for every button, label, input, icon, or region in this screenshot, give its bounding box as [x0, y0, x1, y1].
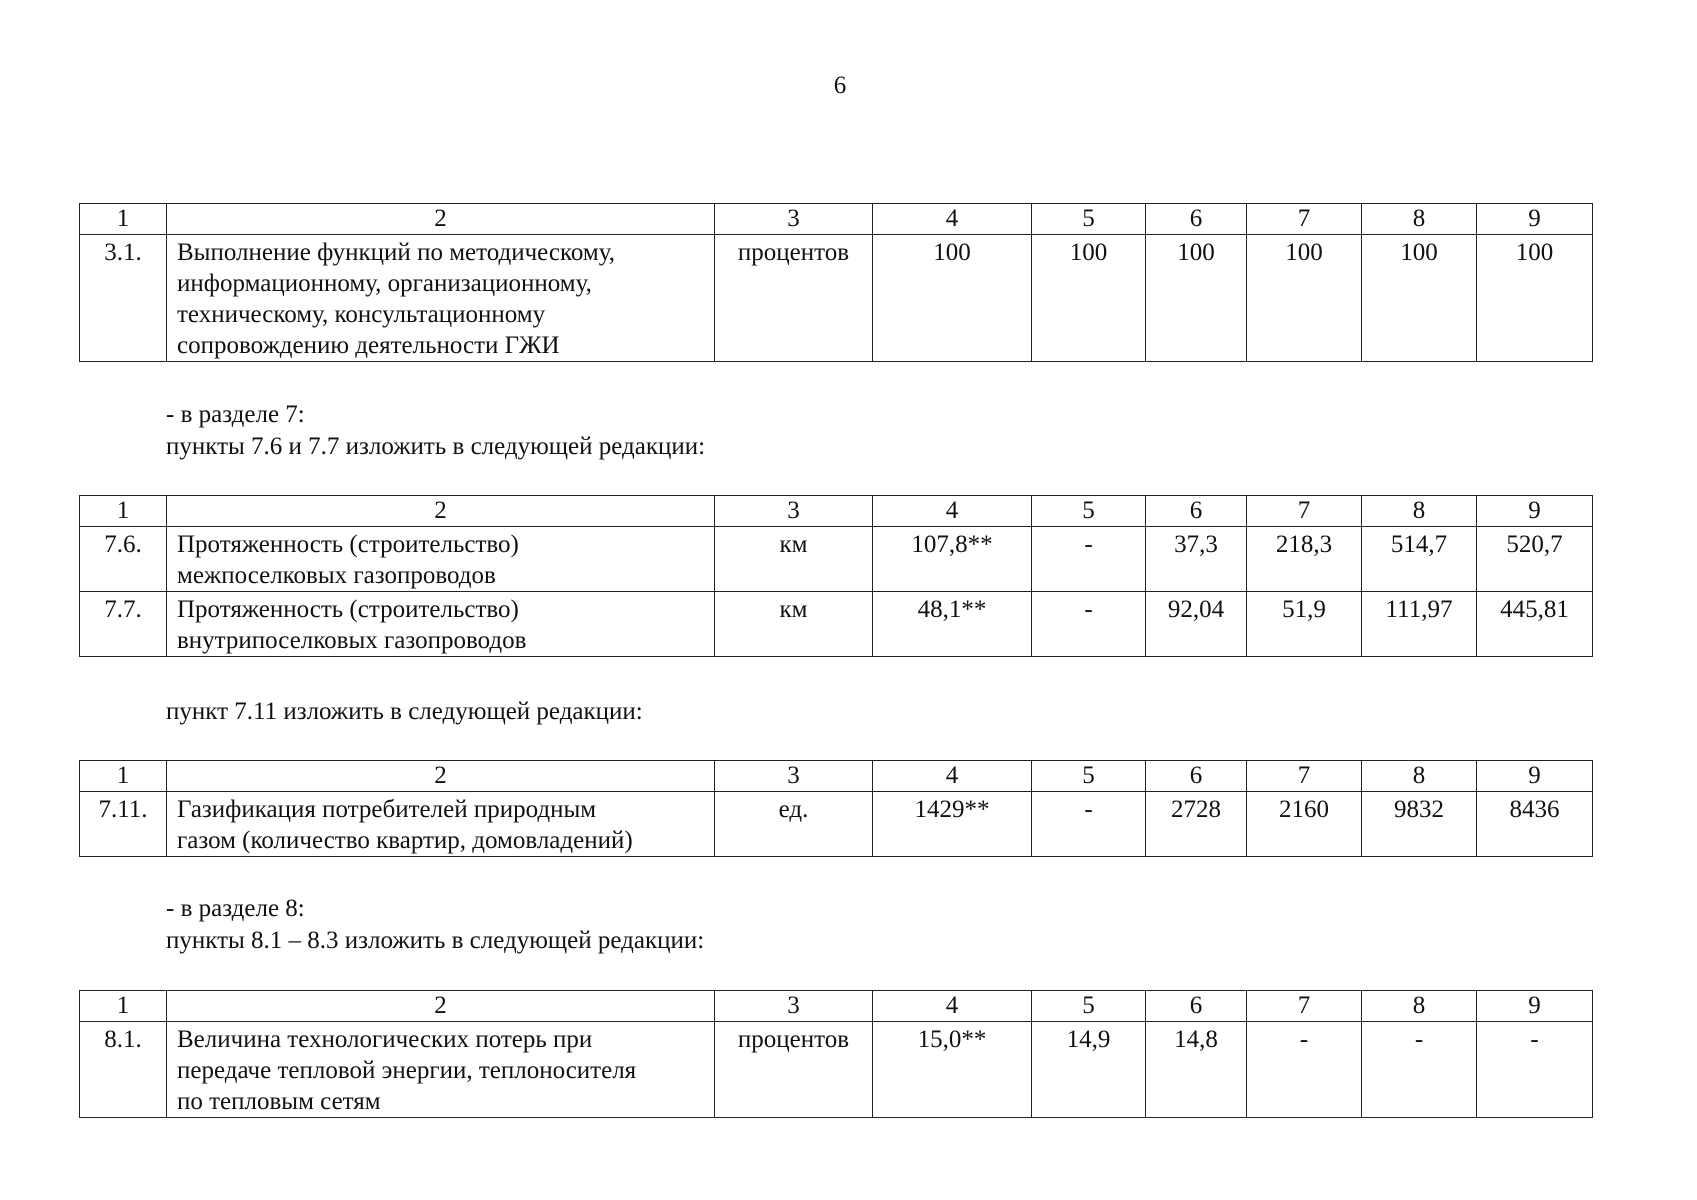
unit-cell: ед. — [715, 792, 873, 857]
description-line: сопровождению деятельности ГЖИ — [177, 332, 560, 359]
header-cell: 6 — [1146, 496, 1247, 527]
header-cell: 2 — [167, 204, 715, 235]
value-cell: - — [1247, 1022, 1362, 1118]
value-cell: 14,8 — [1146, 1022, 1247, 1118]
value-cell: - — [1032, 792, 1146, 857]
value-cell: 445,81 — [1477, 592, 1593, 657]
value-cell: - — [1032, 527, 1146, 592]
description-line: газом (количество квартир, домовладений) — [177, 827, 633, 854]
header-cell: 3 — [715, 204, 873, 235]
table-header-row — [80, 991, 1593, 1022]
value-cell: 100 — [1362, 235, 1477, 362]
header-cell: 9 — [1477, 496, 1593, 527]
header-cell: 6 — [1146, 204, 1247, 235]
item-number: 7.7. — [80, 592, 167, 657]
item-number: 8.1. — [80, 1022, 167, 1118]
header-cell: 8 — [1362, 204, 1477, 235]
header-cell: 8 — [1362, 991, 1477, 1022]
value-cell: 100 — [1247, 235, 1362, 362]
table-row — [80, 527, 1593, 592]
header-cell: 5 — [1032, 496, 1146, 527]
header-cell: 6 — [1146, 761, 1247, 792]
description-line: внутрипоселковых газопроводов — [177, 627, 527, 654]
indicators-table-section-7 — [79, 495, 1593, 657]
description-line: Выполнение функций по методическому, — [177, 239, 615, 266]
value-cell: 100 — [873, 235, 1032, 362]
description-line: техническому, консультационному — [177, 301, 546, 328]
header-cell: 3 — [715, 496, 873, 527]
unit-cell: км — [715, 527, 873, 592]
header-cell: 7 — [1247, 496, 1362, 527]
header-cell: 4 — [873, 761, 1032, 792]
description-line: Протяженность (строительство) — [177, 596, 519, 623]
description-line: Величина технологических потерь при — [177, 1026, 593, 1053]
item-7-11-intro: пункт 7.11 изложить в следующей редакции: — [166, 698, 643, 725]
value-cell: 107,8** — [873, 527, 1032, 592]
value-cell: 2160 — [1247, 792, 1362, 857]
section-8-items-text: пункты 8.1 – 8.3 изложить в следующей редакции: — [166, 927, 705, 954]
value-cell: 2728 — [1146, 792, 1247, 857]
header-cell: 3 — [715, 991, 873, 1022]
value-cell: - — [1032, 592, 1146, 657]
table-header-row — [80, 496, 1593, 527]
description-line: межпоселковых газопроводов — [177, 562, 496, 589]
value-cell: 218,3 — [1247, 527, 1362, 592]
value-cell: 48,1** — [873, 592, 1032, 657]
section-8-intro: - в разделе 8: — [166, 895, 305, 922]
header-cell: 9 — [1477, 761, 1593, 792]
header-cell: 1 — [80, 204, 167, 235]
table-row — [80, 1022, 1593, 1118]
value-cell: 111,97 — [1362, 592, 1477, 657]
section-7-items-text: пункты 7.6 и 7.7 изложить в следующей редакции: — [166, 433, 706, 460]
indicators-table-section-3 — [79, 203, 1593, 362]
unit-cell: процентов — [715, 1022, 873, 1118]
header-cell: 5 — [1032, 761, 1146, 792]
value-cell: 14,9 — [1032, 1022, 1146, 1118]
indicators-table-item-7-11 — [79, 760, 1593, 857]
item-description — [167, 592, 715, 657]
header-cell: 5 — [1032, 204, 1146, 235]
value-cell: 520,7 — [1477, 527, 1593, 592]
item-description — [167, 792, 715, 857]
unit-cell: процентов — [715, 235, 873, 362]
value-cell: 1429** — [873, 792, 1032, 857]
header-cell: 4 — [873, 496, 1032, 527]
value-cell: 92,04 — [1146, 592, 1247, 657]
value-cell: 15,0** — [873, 1022, 1032, 1118]
unit-cell: км — [715, 592, 873, 657]
header-cell: 8 — [1362, 761, 1477, 792]
value-cell: 100 — [1477, 235, 1593, 362]
value-cell: 9832 — [1362, 792, 1477, 857]
item-number: 3.1. — [80, 235, 167, 362]
header-cell: 5 — [1032, 991, 1146, 1022]
value-cell: 514,7 — [1362, 527, 1477, 592]
table-row — [80, 592, 1593, 657]
value-cell: - — [1362, 1022, 1477, 1118]
header-cell: 1 — [80, 761, 167, 792]
header-cell: 6 — [1146, 991, 1247, 1022]
description-line: передаче тепловой энергии, теплоносителя — [177, 1057, 637, 1084]
header-cell: 9 — [1477, 204, 1593, 235]
header-cell: 3 — [715, 761, 873, 792]
indicators-table-section-8 — [79, 990, 1593, 1118]
item-description — [167, 235, 715, 362]
header-cell: 9 — [1477, 991, 1593, 1022]
header-cell: 4 — [873, 991, 1032, 1022]
item-description — [167, 1022, 715, 1118]
header-cell: 2 — [167, 761, 715, 792]
value-cell: 51,9 — [1247, 592, 1362, 657]
section-7-intro: - в разделе 7: — [166, 401, 305, 428]
header-cell: 7 — [1247, 204, 1362, 235]
table-row — [80, 792, 1593, 857]
header-cell: 1 — [80, 496, 167, 527]
header-cell: 7 — [1247, 991, 1362, 1022]
page-number: 6 — [833, 72, 847, 99]
header-cell: 2 — [167, 991, 715, 1022]
description-line: Газификация потребителей природным — [177, 796, 597, 823]
item-number: 7.6. — [80, 527, 167, 592]
description-line: по тепловым сетям — [177, 1088, 381, 1115]
description-line: информационному, организационному, — [177, 270, 592, 297]
value-cell: 100 — [1146, 235, 1247, 362]
value-cell: 100 — [1032, 235, 1146, 362]
header-cell: 2 — [167, 496, 715, 527]
value-cell: - — [1477, 1022, 1593, 1118]
table-header-row — [80, 204, 1593, 235]
table-header-row — [80, 761, 1593, 792]
header-cell: 4 — [873, 204, 1032, 235]
item-description — [167, 527, 715, 592]
item-number: 7.11. — [80, 792, 167, 857]
header-cell: 1 — [80, 991, 167, 1022]
description-line: Протяженность (строительство) — [177, 531, 519, 558]
header-cell: 7 — [1247, 761, 1362, 792]
header-cell: 8 — [1362, 496, 1477, 527]
value-cell: 37,3 — [1146, 527, 1247, 592]
table-row — [80, 235, 1593, 362]
value-cell: 8436 — [1477, 792, 1593, 857]
